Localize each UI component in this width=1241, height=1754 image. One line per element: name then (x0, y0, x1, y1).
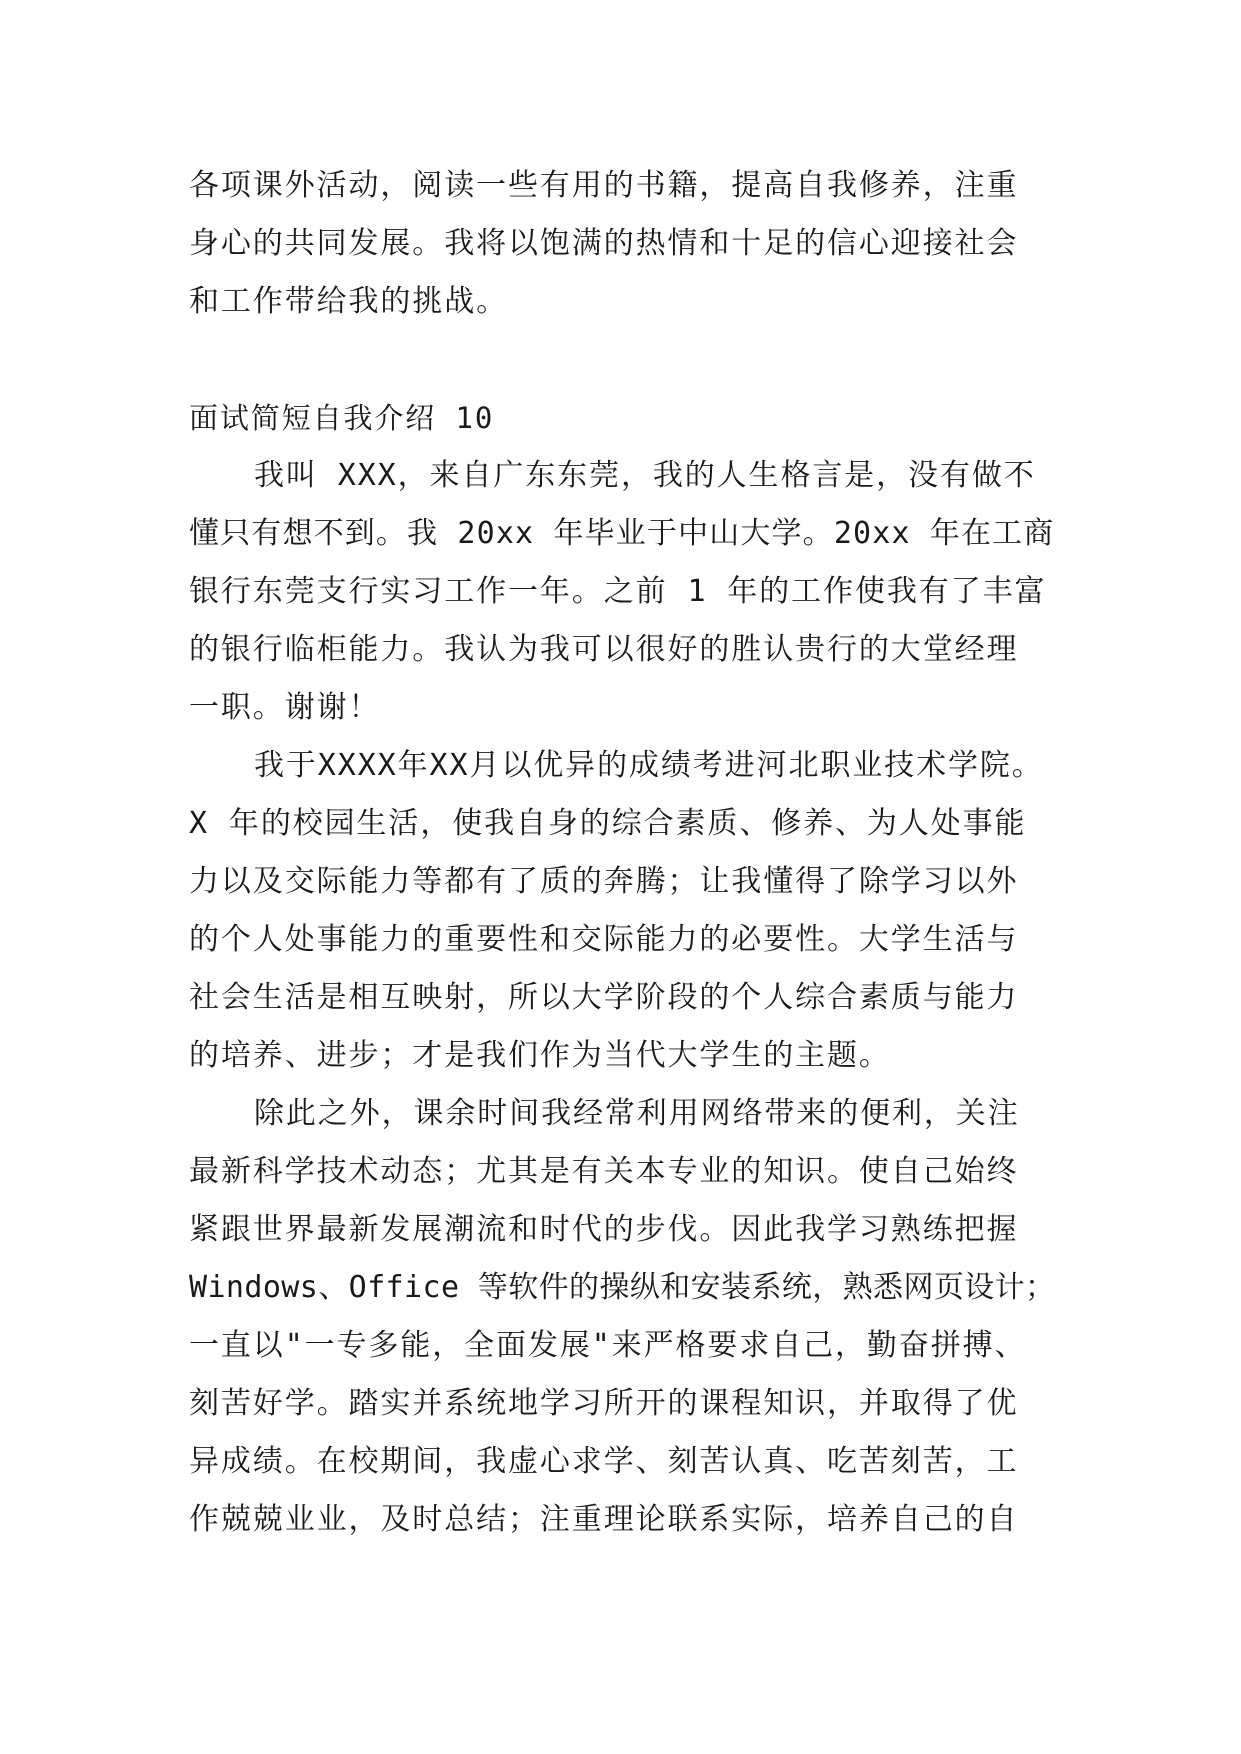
text-line: 紧跟世界最新发展潮流和时代的步伐。因此我学习熟练把握 (189, 1212, 1019, 1247)
section-title: 面试简短自我介绍 10 (189, 401, 495, 435)
text-line: 的培养、进步；才是我们作为当代大学生的主题。 (189, 1038, 891, 1073)
text-line: 懂只有想不到。我 20xx 年毕业于中山大学。20xx 年在工商 (189, 516, 1055, 551)
text-line: 我叫 XXX，来自广东东莞，我的人生格言是，没有做不 (254, 458, 1036, 493)
text-line: 最新科学技术动态；尤其是有关本专业的知识。使自己始终 (189, 1154, 1019, 1189)
text-line: 和工作带给我的挑战。 (189, 284, 508, 319)
text-line: 作兢兢业业，及时总结；注重理论联系实际，培养自己的自 (189, 1502, 1019, 1537)
text-line: Windows、Office 等软件的操纵和安装系统，熟悉网页设计； (189, 1270, 1056, 1305)
text-line: 一职。谢谢！ (189, 690, 381, 725)
text-line: 除此之外，课余时间我经常利用网络带来的便利，关注 (254, 1096, 1020, 1131)
text-line: 我于XXXX年XX月以优异的成绩考进河北职业技术学院。 (254, 748, 1044, 783)
text-line: 各项课外活动，阅读一些有用的书籍，提高自我修养，注重 (189, 168, 1019, 203)
text-line: 的银行临柜能力。我认为我可以很好的胜认贵行的大堂经理 (189, 632, 1019, 667)
text-line: X 年的校园生活，使我自身的综合素质、修养、为人处事能 (189, 806, 1027, 841)
text-line: 异成绩。在校期间，我虚心求学、刻苦认真、吃苦刻苦，工 (189, 1444, 1019, 1479)
text-line: 力以及交际能力等都有了质的奔腾；让我懂得了除学习以外 (189, 864, 1019, 899)
text-line: 银行东莞支行实习工作一年。之前 1 年的工作使我有了丰富 (189, 574, 1047, 609)
text-line: 的个人处事能力的重要性和交际能力的必要性。大学生活与 (189, 922, 1019, 957)
text-line: 身心的共同发展。我将以饱满的热情和十足的信心迎接社会 (189, 226, 1019, 261)
text-line: 刻苦好学。踏实并系统地学习所开的课程知识，并取得了优 (189, 1386, 1019, 1421)
text-line: 社会生活是相互映射，所以大学阶段的个人综合素质与能力 (189, 980, 1019, 1015)
text-line: 一直以"一专多能，全面发展"来严格要求自己，勤奋拼搏、 (189, 1328, 1027, 1363)
